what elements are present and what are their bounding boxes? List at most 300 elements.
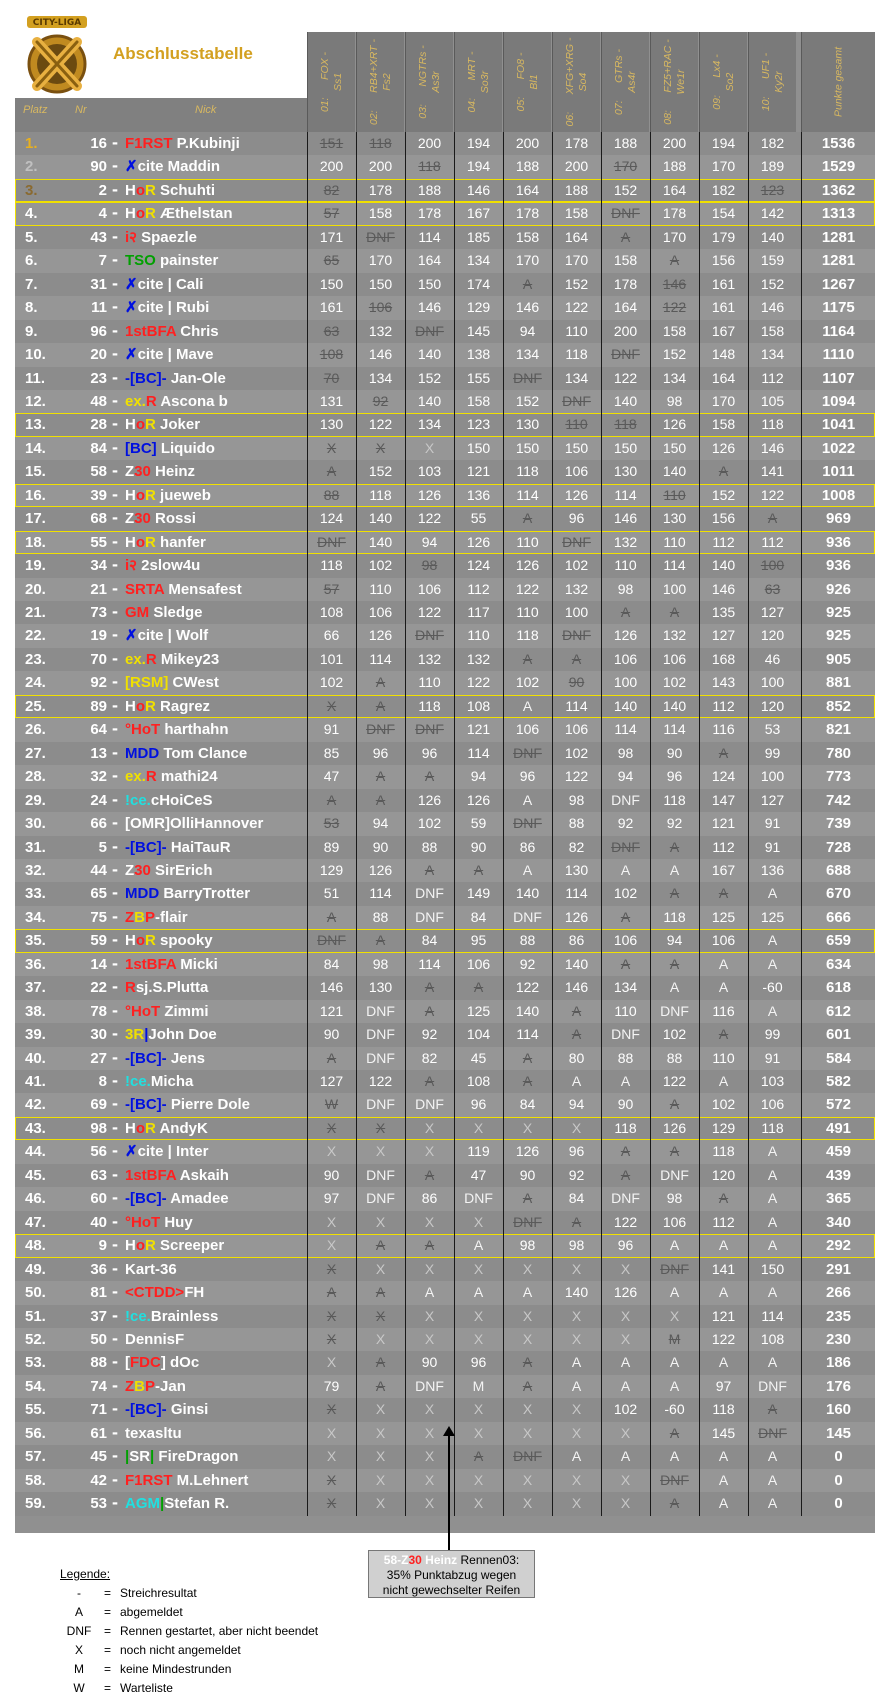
legend-item — [60, 1660, 232, 1679]
race-result: 116 — [699, 718, 747, 742]
rank: 12. — [25, 392, 46, 410]
race-result: DNF — [356, 1164, 404, 1188]
race-result: X — [405, 437, 453, 461]
race-result: X — [601, 1305, 649, 1329]
race-result: 132 — [650, 624, 698, 648]
nick — [125, 1140, 208, 1164]
nick — [125, 1258, 177, 1282]
team-tag: cite — [137, 1143, 164, 1161]
race-result: 57 — [307, 202, 355, 226]
race-result: 126 — [454, 789, 502, 813]
team-tag: GM — [125, 604, 150, 621]
race-result: 170 — [356, 249, 404, 273]
race-result: DNF — [503, 812, 551, 836]
rank: 15. — [25, 463, 46, 481]
team-tag: R — [145, 1237, 156, 1255]
team-tag: ex. — [125, 650, 146, 668]
rank: 31. — [25, 838, 46, 856]
nick — [125, 155, 220, 179]
race-result: 158 — [650, 320, 698, 344]
team-tag: !ce. — [125, 791, 151, 809]
race-result: A — [748, 1234, 796, 1258]
race-result: 102 — [699, 1093, 747, 1117]
team-tag: | — [125, 1448, 130, 1466]
race-result: 150 — [748, 1258, 796, 1282]
team-tag: 30 — [134, 861, 151, 879]
race-result: 146 — [601, 507, 649, 531]
race-result: 126 — [552, 906, 600, 930]
race-result: 122 — [503, 578, 551, 602]
race-result: X — [503, 1258, 551, 1282]
race-result: X — [307, 1422, 355, 1446]
race-result: X — [405, 1258, 453, 1282]
driver-number: 23 — [90, 369, 107, 387]
race-result: A — [650, 1445, 698, 1469]
team-tag: [RSM] — [125, 674, 169, 692]
race-result: A — [552, 1211, 600, 1235]
separator: - — [111, 931, 119, 950]
nick — [125, 1351, 199, 1375]
driver-name: cHoiCeS — [150, 791, 213, 809]
race-result: 125 — [454, 1000, 502, 1024]
rank: 40. — [25, 1049, 46, 1067]
team-tag: SRTA — [125, 580, 165, 598]
race-result: 140 — [503, 882, 551, 906]
race-result: 140 — [405, 343, 453, 367]
team-tag: 3R — [125, 1026, 145, 1044]
race-result: 110 — [356, 578, 404, 602]
race-header-label: 03: NGTRs - As3r — [416, 45, 442, 119]
team-tag: H — [125, 533, 136, 551]
team-tag: Z — [125, 1377, 135, 1395]
race-result: X — [552, 1492, 600, 1516]
team-tag: H — [125, 1119, 136, 1137]
race-result: 96 — [552, 507, 600, 531]
race-result: X — [552, 1469, 600, 1493]
race-result: 200 — [503, 132, 551, 156]
race-result: X — [552, 1305, 600, 1329]
driver-number: 56 — [90, 1143, 107, 1161]
race-result: A — [650, 836, 698, 860]
race-result: 106 — [405, 578, 453, 602]
race-result: 88 — [552, 812, 600, 836]
race-result: 114 — [405, 226, 453, 250]
race-result: X — [552, 1117, 600, 1141]
total-points: 1267 — [801, 273, 875, 297]
race-result: 130 — [356, 976, 404, 1000]
race-result: 91 — [748, 836, 796, 860]
race-result: 102 — [307, 671, 355, 695]
race-result: 188 — [650, 155, 698, 179]
race-result: 152 — [356, 460, 404, 484]
driver-number: 65 — [90, 885, 107, 903]
nick — [125, 507, 196, 531]
race-result: 96 — [405, 742, 453, 766]
total-points: 1041 — [801, 413, 875, 437]
race-result: A — [307, 1047, 355, 1071]
race-result: 118 — [356, 132, 404, 156]
team-tag: B — [134, 1377, 146, 1395]
race-result: 102 — [650, 1023, 698, 1047]
nick — [125, 1445, 238, 1469]
team-tag: o — [135, 181, 146, 199]
race-result: A — [356, 1281, 404, 1305]
race-result: X — [356, 1140, 404, 1164]
driver-number: 81 — [90, 1284, 107, 1302]
rank: 21. — [25, 604, 46, 621]
race-result: A — [356, 929, 404, 953]
race-result: -60 — [650, 1398, 698, 1422]
race-result: 179 — [699, 226, 747, 250]
race-result: 146 — [454, 179, 502, 203]
nick — [125, 273, 203, 297]
race-result: A — [503, 1047, 551, 1071]
race-result: 96 — [454, 1093, 502, 1117]
race-result: W — [307, 1093, 355, 1117]
race-result: 106 — [650, 1211, 698, 1235]
race-result: 182 — [699, 179, 747, 203]
nick — [125, 202, 233, 226]
race-result: X — [454, 1469, 502, 1493]
race-result: 106 — [552, 718, 600, 742]
race-result: 106 — [356, 601, 404, 625]
race-result: 82 — [307, 179, 355, 203]
total-points: 612 — [801, 1000, 875, 1024]
driver-name: | Cali — [163, 275, 204, 293]
race-result: A — [748, 1445, 796, 1469]
race-result: 92 — [601, 812, 649, 836]
nick — [125, 1492, 229, 1516]
nick — [125, 179, 215, 203]
total-points: 881 — [801, 671, 875, 695]
race-result: DNF — [503, 1211, 551, 1235]
race-result: 126 — [699, 437, 747, 461]
race-result: 141 — [699, 1258, 747, 1282]
race-result: 108 — [748, 1328, 796, 1352]
race-result: 122 — [503, 976, 551, 1000]
legend-equals: = — [104, 1586, 112, 1600]
race-result: 90 — [307, 1164, 355, 1188]
race-result: X — [307, 1234, 355, 1258]
race-result: A — [356, 789, 404, 813]
team-tag: P — [145, 1377, 156, 1395]
race-result: X — [356, 437, 404, 461]
race-result: 102 — [601, 1398, 649, 1422]
race-result: A — [650, 1422, 698, 1446]
race-result: X — [552, 1422, 600, 1446]
table-row — [15, 1093, 875, 1117]
race-result: A — [454, 1445, 502, 1469]
table-row — [15, 601, 875, 625]
nick — [125, 132, 240, 156]
header-total: Punkte gesamt — [801, 32, 875, 132]
separator: - — [111, 603, 119, 621]
rank: 9. — [25, 322, 38, 340]
rank: 14. — [25, 439, 46, 457]
driver-number: 60 — [90, 1190, 107, 1208]
team-tag: o — [135, 1119, 146, 1137]
race-result: 112 — [699, 695, 747, 719]
race-result: 114 — [601, 718, 649, 742]
race-result: X — [454, 1117, 502, 1141]
race-result: 114 — [650, 554, 698, 578]
driver-name: S.Plutta — [152, 979, 209, 997]
race-result: A — [601, 859, 649, 883]
total-points: 230 — [801, 1328, 875, 1352]
driver-number: 32 — [90, 768, 107, 786]
team-tag: P — [145, 908, 156, 926]
legend-value: abgemeldet — [120, 1605, 183, 1619]
race-result: 122 — [405, 507, 453, 531]
race-result: X — [405, 1328, 453, 1352]
legend-item — [60, 1603, 183, 1622]
race-result: X — [454, 1211, 502, 1235]
race-result: A — [405, 1281, 453, 1305]
race-result: 200 — [307, 155, 355, 179]
race-header-label: 01: FOX - Ss1 — [318, 51, 344, 113]
race-result: 121 — [699, 1305, 747, 1329]
race-result: A — [503, 789, 551, 813]
rank: 33. — [25, 885, 46, 903]
race-result: 164 — [601, 296, 649, 320]
driver-number: 9 — [98, 1237, 107, 1255]
rank: 36. — [25, 955, 46, 973]
team-tag: Z — [125, 510, 135, 528]
race-result: 86 — [503, 836, 551, 860]
driver-number: 78 — [90, 1002, 107, 1020]
race-result: 116 — [699, 1000, 747, 1024]
driver-name: Micha — [150, 1073, 194, 1090]
race-result: 94 — [503, 320, 551, 344]
race-result: 170 — [552, 249, 600, 273]
race-result: 90 — [356, 836, 404, 860]
total-points: 0 — [801, 1492, 875, 1516]
race-result: 112 — [454, 578, 502, 602]
race-result: A — [748, 1469, 796, 1493]
race-result: 146 — [650, 273, 698, 297]
rank: 58. — [25, 1471, 46, 1489]
race-result: 147 — [699, 789, 747, 813]
legend-equals: = — [104, 1662, 112, 1676]
race-result: 114 — [503, 1023, 551, 1047]
race-result: 151 — [307, 132, 355, 156]
race-result: A — [699, 1351, 747, 1375]
table-row — [15, 1375, 875, 1399]
race-result: X — [307, 1211, 355, 1235]
driver-name: [OMR]OlliHannover — [125, 815, 264, 833]
driver-name: Mensafest — [164, 580, 242, 598]
separator: - — [111, 321, 119, 340]
separator: - — [111, 274, 119, 293]
driver-name: BarryTrotter — [159, 885, 251, 903]
separator: - — [111, 743, 119, 762]
nick — [125, 695, 210, 719]
race-result: 194 — [699, 132, 747, 156]
total-points: 1529 — [801, 155, 875, 179]
rank: 54. — [25, 1377, 46, 1395]
rank: 27. — [25, 744, 46, 762]
race-result: A — [503, 507, 551, 531]
table-row — [15, 1140, 875, 1164]
table-row — [15, 1047, 875, 1071]
driver-number: 16 — [90, 135, 107, 152]
driver-number: 71 — [90, 1401, 107, 1419]
race-result: 140 — [503, 1000, 551, 1024]
separator: - — [111, 1072, 119, 1090]
race-result: 146 — [748, 296, 796, 320]
table-row — [15, 531, 875, 555]
race-result: 99 — [748, 742, 796, 766]
race-result: 126 — [503, 554, 551, 578]
separator: - — [111, 1470, 119, 1489]
race-result: A — [552, 648, 600, 672]
rank: 7. — [25, 275, 38, 293]
total-points: 266 — [801, 1281, 875, 1305]
team-tag: !ce. — [125, 1307, 151, 1325]
race-result: 123 — [748, 179, 796, 203]
rank: 53. — [25, 1354, 46, 1372]
rank: 24. — [25, 674, 46, 692]
separator: - — [111, 509, 119, 528]
team-tag: o — [135, 697, 146, 715]
race-result: X — [356, 1398, 404, 1422]
race-result: 121 — [454, 460, 502, 484]
race-result: 103 — [748, 1070, 796, 1094]
race-result: 118 — [650, 906, 698, 930]
separator: - — [111, 1283, 119, 1302]
race-result: A — [650, 1234, 698, 1258]
race-result: A — [699, 1187, 747, 1211]
nick — [125, 976, 208, 1000]
nick — [125, 226, 197, 250]
driver-number: 64 — [90, 721, 107, 739]
race-result: X — [405, 1422, 453, 1446]
total-points: 292 — [801, 1234, 875, 1258]
race-header-6 — [552, 32, 600, 132]
race-result: 127 — [307, 1070, 355, 1094]
nick — [125, 343, 214, 367]
race-result: 178 — [356, 179, 404, 203]
race-result: 143 — [699, 671, 747, 695]
separator: - — [111, 1236, 119, 1255]
race-result: A — [405, 1070, 453, 1094]
rank: 37. — [25, 979, 46, 997]
team-tag: ✗ — [125, 275, 138, 293]
driver-number: 61 — [90, 1424, 107, 1442]
team-tag: R — [145, 416, 156, 434]
race-result: 194 — [454, 132, 502, 156]
race-result: 104 — [454, 1023, 502, 1047]
race-result: 134 — [650, 367, 698, 391]
legend-equals: = — [104, 1681, 112, 1695]
race-result: 120 — [748, 695, 796, 719]
race-result: 200 — [552, 155, 600, 179]
nick — [125, 929, 213, 953]
race-result: 146 — [307, 976, 355, 1000]
race-result: A — [601, 1140, 649, 1164]
race-result: 98 — [650, 1187, 698, 1211]
race-result: DNF — [503, 367, 551, 391]
race-result: X — [307, 1469, 355, 1493]
race-result: DNF — [405, 624, 453, 648]
race-result: 136 — [454, 484, 502, 508]
rank: 4. — [25, 205, 38, 223]
team-tag: -[BC]- — [125, 838, 167, 856]
team-tag: F1RST — [125, 135, 173, 152]
driver-number: 8 — [98, 1073, 107, 1090]
race-result: 178 — [650, 202, 698, 226]
race-result: A — [307, 1281, 355, 1305]
race-result: 100 — [748, 765, 796, 789]
race-result: 140 — [552, 1281, 600, 1305]
team-tag: ex. — [125, 392, 146, 410]
race-result: A — [454, 1234, 502, 1258]
nick — [125, 320, 219, 344]
driver-name: Huy — [160, 1213, 193, 1231]
race-result: 108 — [454, 695, 502, 719]
team-tag: H — [125, 486, 136, 504]
legend — [60, 1567, 319, 1698]
team-tag: H — [125, 416, 136, 434]
rank: 10. — [25, 346, 46, 364]
team-tag: o — [135, 486, 146, 504]
separator: - — [111, 438, 119, 457]
legend-equals: = — [104, 1643, 112, 1657]
driver-name: SirErich — [150, 861, 213, 879]
race-result: 189 — [748, 155, 796, 179]
race-result: 146 — [356, 343, 404, 367]
driver-number: 42 — [90, 1471, 107, 1489]
race-result: X — [650, 1305, 698, 1329]
legend-value: keine Mindestrunden — [120, 1662, 232, 1676]
legend-value: Rennen gestartet, aber nicht beendet — [120, 1624, 319, 1638]
race-result: 126 — [454, 531, 502, 555]
race-result: 92 — [405, 1023, 453, 1047]
race-result: 126 — [405, 789, 453, 813]
race-result: 53 — [748, 718, 796, 742]
race-result: 158 — [748, 320, 796, 344]
nick — [125, 484, 211, 508]
race-result: 124 — [307, 507, 355, 531]
race-result: X — [356, 1258, 404, 1282]
race-result: A — [552, 1023, 600, 1047]
race-result: 110 — [405, 671, 453, 695]
race-result: X — [454, 1258, 502, 1282]
driver-number: 11 — [91, 299, 107, 317]
race-result: X — [307, 1305, 355, 1329]
table-row — [15, 1000, 875, 1024]
rank: 52. — [25, 1330, 46, 1348]
race-result: 90 — [552, 671, 600, 695]
team-tag: ] — [160, 1354, 166, 1372]
race-result: 140 — [601, 390, 649, 414]
table-row — [15, 1258, 875, 1282]
race-result: 126 — [552, 484, 600, 508]
legend-item — [60, 1641, 241, 1660]
race-result: 194 — [454, 155, 502, 179]
team-tag: AGM — [125, 1495, 160, 1513]
total-points: 235 — [801, 1305, 875, 1329]
race-result: 59 — [454, 812, 502, 836]
nick — [125, 1093, 250, 1117]
driver-name: Ragrez — [155, 697, 211, 715]
driver-number: 4 — [98, 205, 107, 223]
race-result: 127 — [748, 601, 796, 625]
race-result: 100 — [552, 601, 600, 625]
note-team-b: 30 — [408, 1553, 422, 1567]
nick — [125, 1234, 224, 1258]
driver-name: Maddin — [163, 158, 221, 176]
